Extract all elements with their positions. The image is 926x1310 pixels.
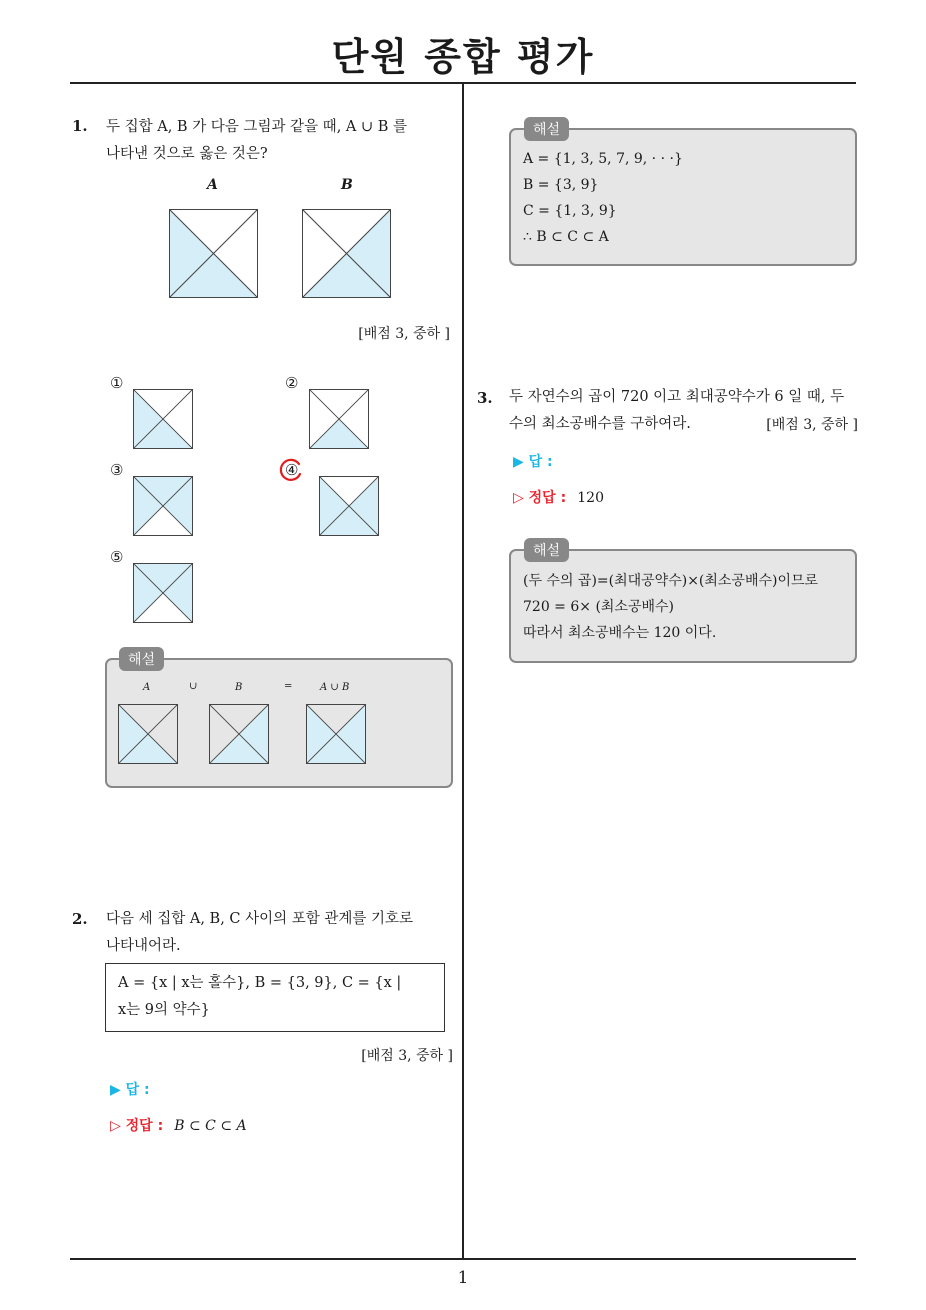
q3-solution-lines: [523, 568, 818, 646]
choice-5-diagram[interactable]: [133, 563, 193, 623]
choice-4-diagram[interactable]: [319, 476, 379, 536]
q1-sol-union: ∪: [189, 681, 198, 692]
q2-text: [106, 906, 451, 960]
q1-text-line2: 나타낸 것으로 옳은 것은?: [106, 146, 268, 162]
choice-4-label[interactable]: ④: [285, 461, 299, 479]
q1-number: 1.: [72, 117, 88, 135]
q2-number: 2.: [72, 910, 88, 928]
q3-correct-value: 120: [577, 490, 604, 506]
q2-correct-label: ▷ 정답 :: [110, 1118, 164, 1134]
q2-text-line1: 다음 세 집합 A, B, C 사이의 포함 관계를 기호로: [106, 911, 414, 927]
q1-sol-label-b: B: [235, 682, 243, 693]
q2-box-line1: A = {x | x는 홀수}, B = {3, 9}, C = {x |: [118, 975, 402, 991]
q2-correct: [110, 1115, 247, 1135]
q1-score: [배점 3, 중하 ]: [358, 326, 450, 342]
q1-label-a: A: [207, 177, 218, 193]
choice-1-label[interactable]: ①: [110, 374, 124, 392]
q1-sol-diagram-b: [209, 704, 269, 764]
q2-set-definition-box: [105, 963, 445, 1032]
choice-2-label[interactable]: ②: [285, 374, 299, 392]
q1-sol-label-a: A: [143, 682, 151, 693]
set-b-diagram: [302, 209, 391, 298]
footer-rule: [70, 1258, 856, 1260]
q1-sol-diagram-a: [118, 704, 178, 764]
q2-solution-tag: 해설: [524, 117, 569, 141]
q2-solution-line-4: ∴ B ⊂ C ⊂ A: [523, 229, 609, 245]
q2-solution-line-2: B = {3, 9}: [523, 177, 599, 193]
q2-box-line2: x는 9의 약수}: [118, 1002, 210, 1018]
q1-text-line1: 두 집합 A, B 가 다음 그림과 같을 때, A ∪ B 를: [106, 119, 408, 135]
q1-sol-diagram-union: [306, 704, 366, 764]
q3-solution-line-3: 따라서 최소공배수는 120 이다.: [523, 625, 717, 641]
q3-answer-label: ▶ 답 :: [513, 454, 553, 470]
choice-3-label[interactable]: ③: [110, 461, 124, 479]
q2-solution-lines: [523, 146, 683, 250]
q3-text-line1: 두 자연수의 곱이 720 이고 최대공약수가 6 일 때, 두: [509, 389, 845, 405]
q2-answer-label: ▶ 답 :: [110, 1082, 150, 1098]
q3-score: [배점 3, 중하 ]: [766, 417, 858, 433]
q3-correct-label: ▷ 정답 :: [513, 490, 567, 506]
page-number: 1: [457, 1268, 469, 1288]
q3-number: 3.: [477, 389, 493, 407]
q3-solution-line-1: (두 수의 곱)=(최대공약수)×(최소공배수)이므로: [523, 573, 819, 589]
q1-text: [106, 114, 451, 168]
q3-solution-line-2: 720 = 6× (최소공배수): [523, 599, 674, 615]
q3-correct: [513, 487, 604, 507]
selected-answer-circle: [279, 458, 303, 482]
q2-score: [배점 3, 중하 ]: [361, 1048, 453, 1064]
choice-3-diagram[interactable]: [133, 476, 193, 536]
page-title: 단원 종합 평가: [331, 35, 595, 79]
q1-sol-label-union: A ∪ B: [320, 682, 350, 693]
set-a-diagram: [169, 209, 258, 298]
q1-label-b: B: [341, 177, 353, 193]
q2-text-line2: 나타내어라.: [106, 938, 181, 954]
choice-1-diagram[interactable]: [133, 389, 193, 449]
q2-correct-value: B ⊂ C ⊂ A: [174, 1118, 247, 1134]
q1-solution-tag: 해설: [119, 647, 164, 671]
q3-text-line2: 수의 최소공배수를 구하여라.: [509, 416, 691, 432]
q2-solution-line-1: A = {1, 3, 5, 7, 9, · · ·}: [523, 151, 683, 167]
q3-solution-tag: 해설: [524, 538, 569, 562]
choice-5-label[interactable]: ⑤: [110, 548, 124, 566]
column-divider: [462, 84, 464, 1260]
choice-2-diagram[interactable]: [309, 389, 369, 449]
q1-sol-equals: =: [284, 681, 293, 692]
q2-solution-line-3: C = {1, 3, 9}: [523, 203, 617, 219]
